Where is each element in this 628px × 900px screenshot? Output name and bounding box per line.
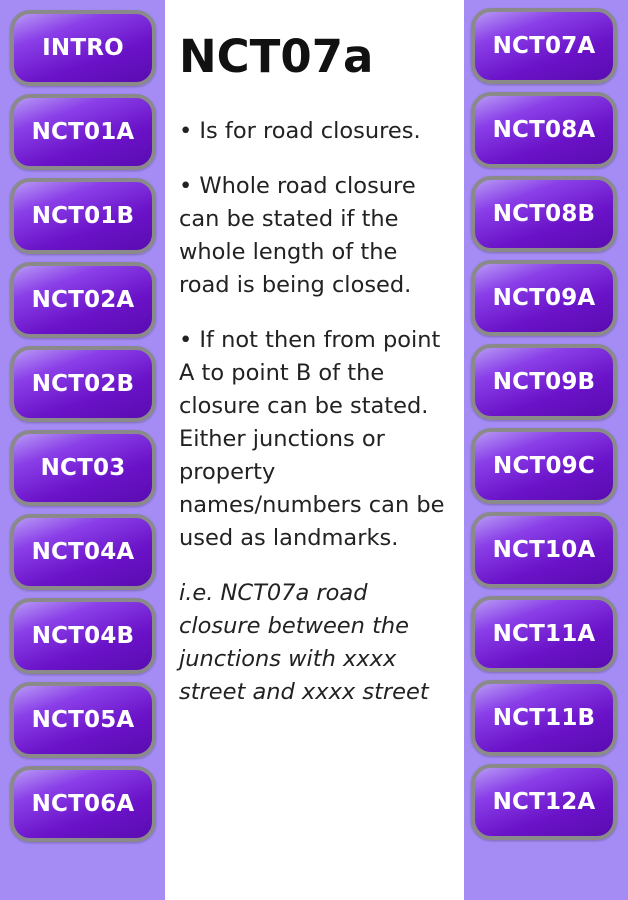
nav-button-nct02a[interactable]: NCT02A <box>10 262 156 338</box>
nav-button-nct10a[interactable]: NCT10A <box>471 512 617 588</box>
content-paragraph: • Is for road closures. <box>179 118 421 144</box>
nav-button-nct01a[interactable]: NCT01A <box>10 94 156 170</box>
nav-button-nct02b[interactable]: NCT02B <box>10 346 156 422</box>
content-paragraph: • Whole road closure can be stated if the whole length of the road is being closed. <box>179 173 416 298</box>
nav-button-nct11a[interactable]: NCT11A <box>471 596 617 672</box>
nav-button-nct12a[interactable]: NCT12A <box>471 764 617 840</box>
page-title: NCT07a <box>179 30 374 83</box>
nav-button-nct08a[interactable]: NCT08A <box>471 92 617 168</box>
nav-button-nct08b[interactable]: NCT08B <box>471 176 617 252</box>
nav-button-nct04a[interactable]: NCT04A <box>10 514 156 590</box>
nav-button-nct09b[interactable]: NCT09B <box>471 344 617 420</box>
nav-button-nct11b[interactable]: NCT11B <box>471 680 617 756</box>
nav-button-nct06a[interactable]: NCT06A <box>10 766 156 842</box>
example-text: i.e. NCT07a road closure between the junctions with xxxx street and xxxx street <box>179 580 429 705</box>
content-panel <box>165 0 464 900</box>
nav-button-nct01b[interactable]: NCT01B <box>10 178 156 254</box>
nav-button-intro[interactable]: INTRO <box>10 10 156 86</box>
nav-button-nct09c[interactable]: NCT09C <box>471 428 617 504</box>
nav-button-nct07a[interactable]: NCT07A <box>471 8 617 84</box>
content-paragraph: • If not then from point A to point B of the closure can be stated. Either junctions or property names/numbers can be used as landmarks. <box>179 327 445 551</box>
nav-button-nct09a[interactable]: NCT09A <box>471 260 617 336</box>
nav-button-nct03[interactable]: NCT03 <box>10 430 156 506</box>
nav-button-nct04b[interactable]: NCT04B <box>10 598 156 674</box>
nav-button-nct05a[interactable]: NCT05A <box>10 682 156 758</box>
